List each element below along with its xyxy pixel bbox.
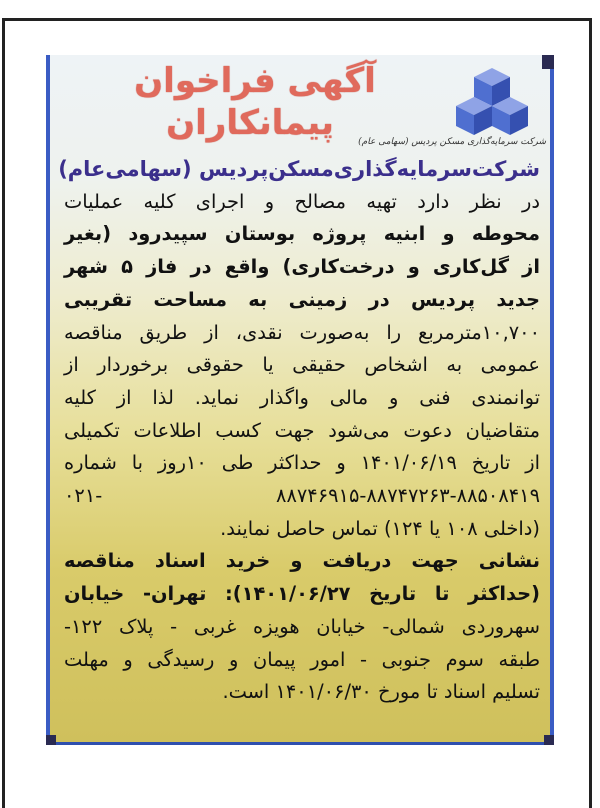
address-line: طبقه سوم جنوبی - امور پیمان و رسیدگی و مهلت — [64, 647, 540, 671]
body-line: در نظر دارد تهیه مصالح و اجرای کلیه عملیات — [64, 189, 540, 213]
phone-numbers: ۸۸۷۴۶۹۱۵-۸۸۷۴۷۲۶۳-۸۸۵۰۸۴۱۹ -۰۲۱ — [64, 484, 540, 508]
body-line: جدید پردیس در زمینی به مساحت تقریبی — [64, 287, 540, 311]
body-line: (داخلی ۱۰۸ یا ۱۲۴) تماس حاصل نمایند. — [220, 516, 540, 540]
body-line: عمومی به اشخاص حقیقی یا حقوقی برخوردار از — [64, 353, 540, 377]
address-line: سهروردی شمالی- خیابان هویزه غربی - پلاک ۱۲۲- — [64, 614, 540, 638]
body-line: از گل‌کاری و درخت‌کاری) واقع در فاز ۵ شهر — [64, 255, 540, 279]
corner-decoration — [46, 735, 56, 745]
company-name: شرکت‌سرمایه‌گذاری‌مسکن‌پردیس (سهامی‌عام) — [58, 157, 540, 181]
body-line: ۱۰,۷۰۰مترمربع را به‌صورت نقدی، از طریق مناقصه — [64, 320, 540, 344]
submission-deadline: تسلیم اسناد تا مورخ ۱۴۰۱/۰۶/۳۰ است. — [222, 680, 540, 704]
advertisement-panel — [46, 55, 554, 745]
ad-body — [58, 153, 540, 709]
ad-title: آگهی فراخوان — [134, 61, 376, 101]
logo-caption: شرکت سرمایه‌گذاری مسکن پردیس (سهامی عام) — [358, 137, 546, 147]
address-heading: نشانی جهت دریافت و خرید اسناد مناقصه — [64, 549, 540, 573]
ad-subtitle: پیمانکاران — [166, 103, 334, 143]
body-line: توانمندی فنی و مالی واگذار نماید. لذا از کلیه — [64, 385, 540, 409]
body-line-date: از تاریخ ۱۴۰۱/۰۶/۱۹ و حداکثر طی ۱۰روز با شماره — [64, 451, 540, 475]
ad-header — [50, 55, 550, 155]
body-line: محوطه و ابنیه پروژه بوستان سپیدرود (بغیر — [64, 222, 540, 246]
corner-decoration — [544, 735, 554, 745]
body-line: متقاضیان دعوت می‌شود جهت کسب اطلاعات تکمیلی — [64, 418, 540, 442]
deadline-line: (حداکثر تا تاریخ ۱۴۰۱/۰۶/۲۷): تهران- خیابان — [64, 582, 540, 606]
